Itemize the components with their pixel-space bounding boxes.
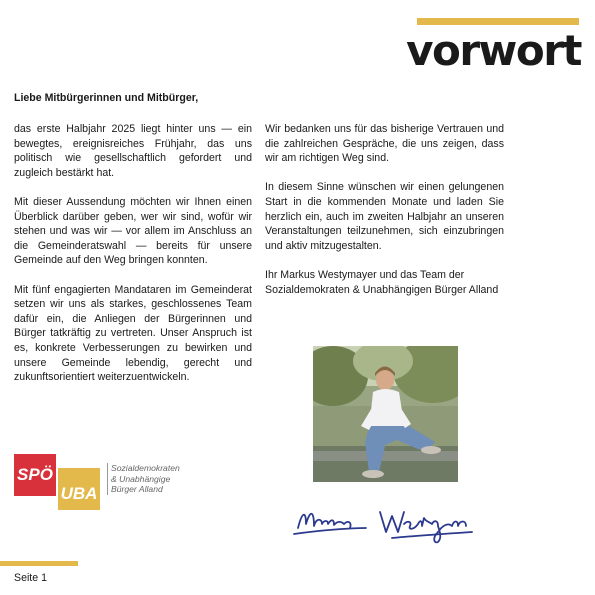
letter-column-left xyxy=(14,122,252,399)
portrait-photo-image xyxy=(313,346,458,482)
salutation: Liebe Mitbürgerinnen und Mitbürger, xyxy=(14,92,199,104)
logo-line: & Unabhängige xyxy=(111,473,171,484)
letter-column-right xyxy=(265,122,504,312)
paragraph: Mit dieser Aussendung möchten wir Ihnen einen Überblick darüber geben, wer wir sind, wofür wir stehen und was wir — vor allem im Anschluss an die Gemeinderatswahl — bereits für unsere Gemeinde auf den Weg bringen konnten. xyxy=(14,195,252,267)
spo-logo-block: SPÖ xyxy=(14,454,56,496)
paragraph: Wir bedanken uns für das bisherige Vertrauen und die zahlreichen Gespräche, die uns zeigen, dass wir am richtigen Weg sind. xyxy=(265,123,504,165)
bottom-accent-bar xyxy=(0,561,78,566)
paragraph: das erste Halbjahr 2025 liegt hinter uns — ein bewegtes, ereignisreiches Frühjahr, das uns politisch wie gesellschaftlich gefordert und zugleich bestärkt hat. xyxy=(14,123,252,179)
page-number: Seite 1 xyxy=(14,572,47,584)
logo-line: Sozialdemokraten xyxy=(111,463,180,473)
portrait-photo xyxy=(313,346,458,482)
party-logo xyxy=(14,454,214,510)
handwritten-signature xyxy=(292,498,482,548)
logo-line: Bürger Alland xyxy=(111,484,163,494)
signature xyxy=(292,498,482,548)
uba-logo-block: UBA xyxy=(58,468,100,510)
paragraph: In diesem Sinne wünschen wir einen gelungenen Start in die kommenden Monate und laden Sie herzlich ein, auch im zweiten Halbjahr an unseren Veranstaltungen teilzunehmen, sich einzubringen und aktiv mitzugestalten. xyxy=(265,181,504,252)
logo-wordmark xyxy=(107,463,180,495)
page-title: vorwort xyxy=(406,26,581,75)
paragraph: Mit fünf engagierten Mandataren im Gemeinderat setzen wir uns als starkes, geschlossenes Team dafür ein, die Anliegen der Bürgerinnen und Bürger tatkräftig zu vertreten. Unser Anspruch ist es, konkrete Verbesserungen zu bewirken und unsere Gemeinde lebendig, gerecht und zukunftsorientiert weiterzuentwickeln. xyxy=(14,283,252,384)
closing-paragraph: Ihr Markus Westymayer und das Team der Sozialdemokraten & Unabhängigen Bürger Alland xyxy=(265,268,499,296)
top-accent-bar xyxy=(417,18,579,25)
